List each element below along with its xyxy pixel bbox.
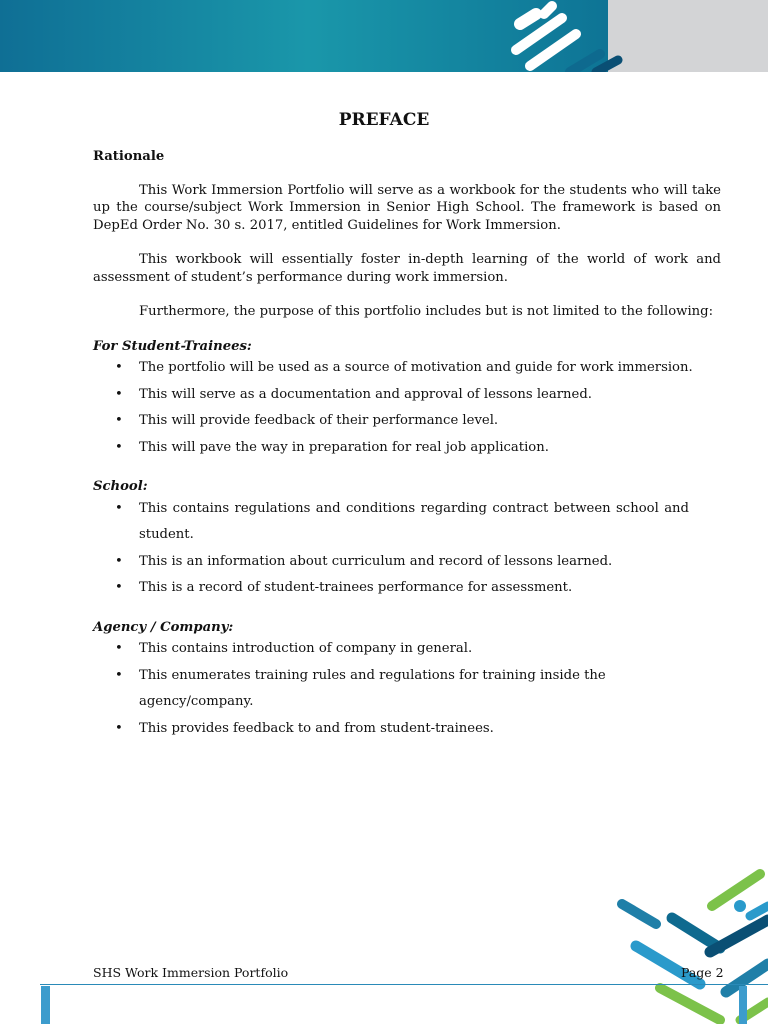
list-item: • This contains introduction of company in general. bbox=[93, 636, 721, 663]
footer-divider bbox=[40, 984, 768, 985]
school-list bbox=[93, 496, 721, 602]
rationale-heading: Rationale bbox=[93, 149, 165, 164]
document-body bbox=[93, 148, 721, 759]
list-item: • This will provide feedback of their performance level. bbox=[93, 408, 721, 435]
page-title: PREFACE bbox=[338, 110, 430, 130]
list-item: • This will pave the way in preparation for real job application. bbox=[93, 435, 721, 462]
section-heading-school: School: bbox=[93, 479, 148, 494]
rationale-paragraph-1: This Work Immersion Portfolio will serve as a workbook for the students who will take up the course/subject Work Immersion in Senior High School. The framework is based on DepEd Order No. 30 s. 2017, entitled Guidelines for Work Immersion. bbox=[93, 182, 721, 233]
list-item: • This provides feedback to and from student-trainees. bbox=[93, 716, 721, 743]
rationale-paragraph-2: This workbook will essentially foster in-depth learning of the world of work and assessment of student’s performance during work immersion. bbox=[93, 252, 721, 285]
header-decoration bbox=[500, 0, 640, 72]
footer-accent-bar-right bbox=[739, 986, 747, 1024]
agency-company-list bbox=[93, 636, 721, 742]
footer-document-title: SHS Work Immersion Portfolio bbox=[93, 965, 289, 980]
list-item: • This will serve as a documentation and approval of lessons learned. bbox=[93, 382, 721, 409]
list-item: • This is a record of student-trainees performance for assessment. bbox=[93, 575, 721, 602]
section-heading-student-trainees: For Student-Trainees: bbox=[93, 338, 252, 354]
footer-accent-bar-left bbox=[41, 986, 50, 1024]
footer-page-number: Page 2 bbox=[681, 965, 724, 980]
student-trainees-list bbox=[93, 355, 721, 461]
list-item: • This is an information about curriculum and record of lessons learned. bbox=[93, 549, 721, 576]
list-item: • The portfolio will be used as a source of motivation and guide for work immersion. bbox=[93, 355, 721, 382]
list-item: • This contains regulations and conditions regarding contract between school and student. bbox=[93, 496, 721, 549]
list-item: • This enumerates training rules and regulations for training inside the agency/company. bbox=[93, 663, 721, 716]
section-heading-agency-company: Agency / Company: bbox=[93, 619, 234, 635]
rationale-paragraph-3: Furthermore, the purpose of this portfolio includes but is not limited to the following: bbox=[139, 304, 714, 319]
